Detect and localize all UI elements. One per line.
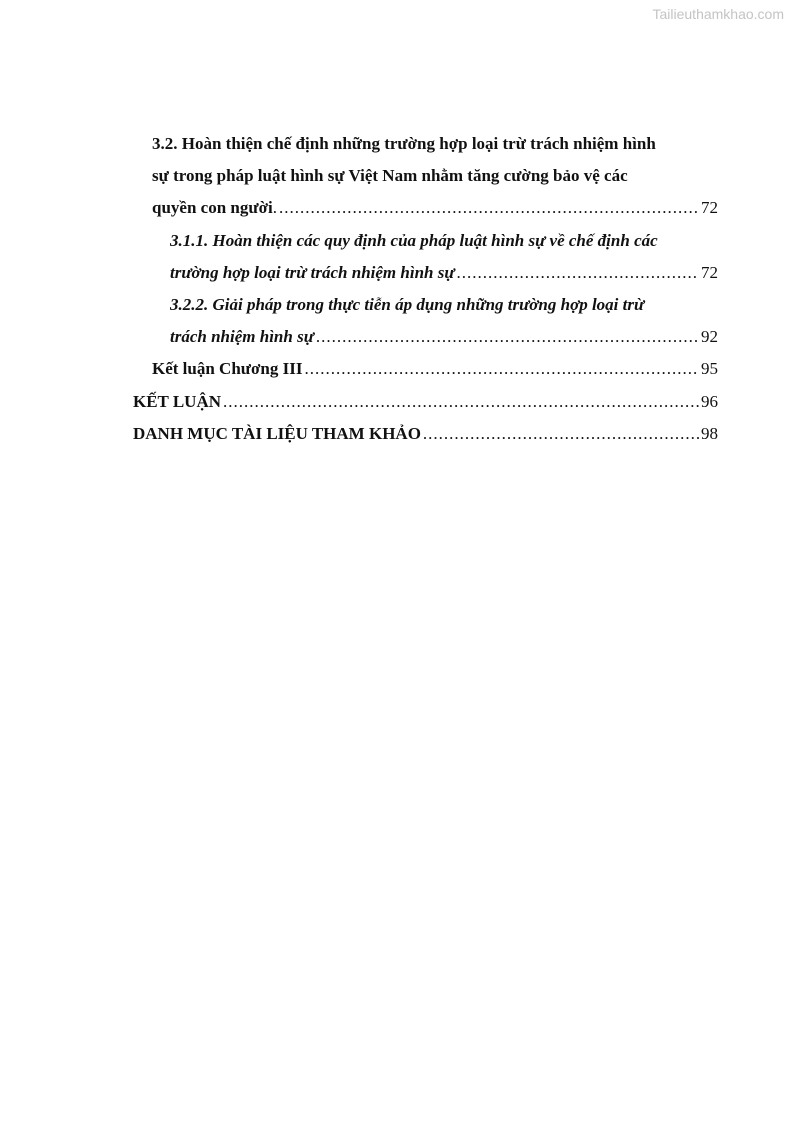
toc-entry-label: KẾT LUẬN xyxy=(133,391,222,411)
toc-entry-label: DANH MỤC TÀI LIỆU THAM KHẢO xyxy=(133,423,421,443)
toc-entry-text-line: 3.1.1. Hoàn thiện các quy định của pháp luật hình sự về chế định các xyxy=(170,230,658,250)
dot-leader xyxy=(304,353,699,385)
dot-leader xyxy=(223,386,699,418)
toc-entry-leader-line xyxy=(152,353,718,385)
toc-entry-3-1-1[interactable] xyxy=(0,225,794,289)
dot-leader xyxy=(423,418,699,450)
toc-entry-label: Kết luận Chương III xyxy=(152,359,303,379)
watermark: Tailieuthamkhao.com xyxy=(652,6,784,22)
toc-entry-leader-line xyxy=(152,192,718,224)
toc-page-number: 98 xyxy=(701,423,718,443)
toc-entry-text-line: quyền con người xyxy=(152,198,273,218)
toc-entry-text-line: 3.2. Hoàn thiện chế định những trường hợp loại trừ trách nhiệm hình xyxy=(152,134,656,153)
toc-entry-text-line: trường hợp loại trừ trách nhiệm hình sự xyxy=(170,262,455,282)
toc-entry-3-2[interactable] xyxy=(0,128,794,225)
toc-entry-text-line: 3.2.2. Giải pháp trong thực tiễn áp dụng những trường hợp loại trừ xyxy=(170,295,645,315)
table-of-contents xyxy=(0,128,794,450)
toc-page-number: 96 xyxy=(701,391,718,411)
toc-page-number: 72 xyxy=(701,198,718,218)
toc-entry-leader-line xyxy=(133,386,718,418)
toc-entry-text-suffix: . xyxy=(272,198,277,218)
toc-entry-ket-luan[interactable] xyxy=(0,386,794,418)
dot-leader xyxy=(457,257,699,289)
toc-page-number: 92 xyxy=(701,327,718,347)
toc-page-number: 95 xyxy=(701,359,718,379)
dot-leader xyxy=(316,321,699,353)
toc-entry-leader-line xyxy=(133,418,718,450)
toc-entry-leader-line xyxy=(170,257,718,289)
toc-entry-ket-luan-chuong-3[interactable] xyxy=(0,353,794,385)
toc-entry-danh-muc-tai-lieu[interactable] xyxy=(0,418,794,450)
toc-page-number: 72 xyxy=(701,262,718,282)
toc-entry-text-line: sự trong pháp luật hình sự Việt Nam nhằm tăng cường bảo vệ các xyxy=(152,166,628,186)
dot-leader xyxy=(279,192,699,224)
toc-entry-3-2-2[interactable] xyxy=(0,289,794,353)
toc-entry-text-line: trách nhiệm hình sự xyxy=(170,327,314,347)
toc-entry-leader-line xyxy=(170,321,718,353)
